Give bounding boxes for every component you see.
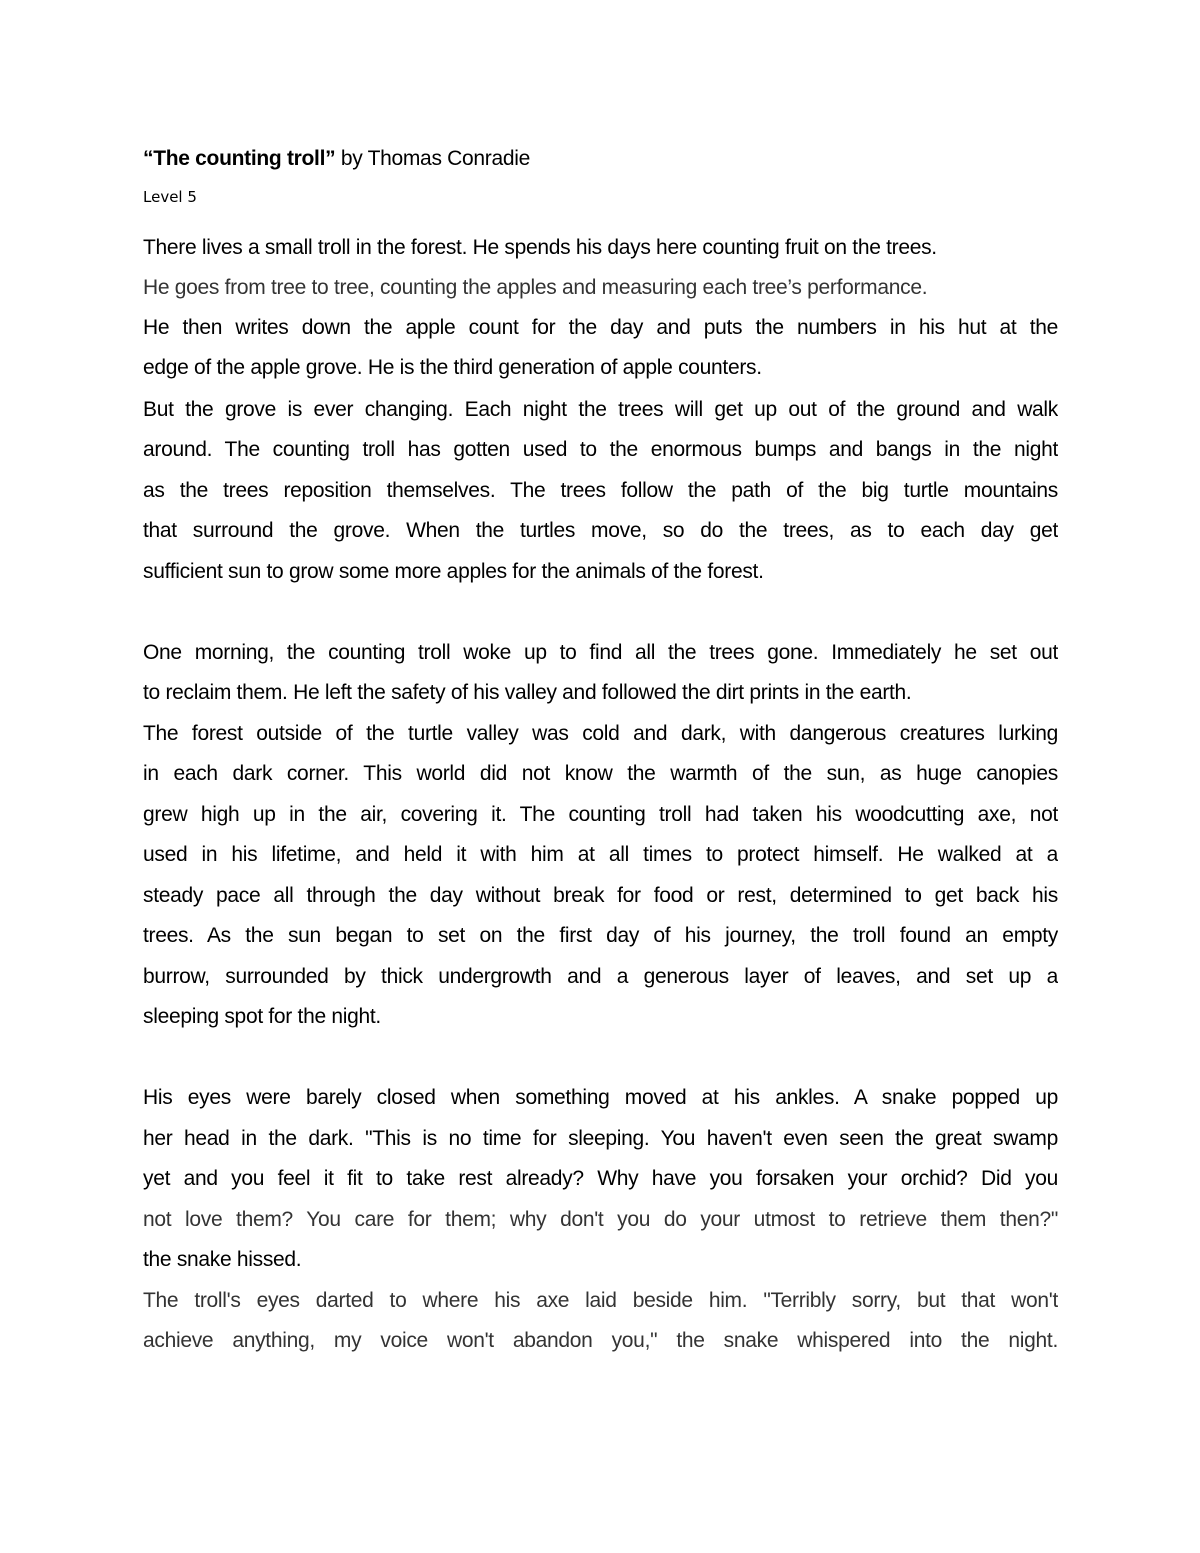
story-author: by Thomas Conradie (335, 147, 530, 170)
text-line: He goes from tree to tree, counting the apples and measuring each tree’s performance. (143, 276, 928, 299)
level-label: Level 5 (143, 188, 197, 206)
text-line: sufficient sun to grow some more apples for the animals of the forest. (143, 560, 764, 583)
text-line: the snake hissed. (143, 1248, 302, 1271)
text-line: steady pace all through the day without break for food or rest, determined to get back his (143, 884, 1058, 907)
story-title-bold: “The counting troll” (143, 147, 336, 170)
text-line: His eyes were barely closed when something moved at his ankles. A snake popped up (143, 1086, 1058, 1109)
text-line: as the trees reposition themselves. The trees follow the path of the big turtle mountains (143, 479, 1058, 502)
text-line: her head in the dark. "This is no time for sleeping. You haven't even seen the great swamp (143, 1127, 1058, 1150)
text-line: sleeping spot for the night. (143, 1005, 381, 1028)
text-line: But the grove is ever changing. Each night the trees will get up out of the ground and walk (143, 398, 1058, 421)
text-line: The forest outside of the turtle valley was cold and dark, with dangerous creatures lurking (143, 722, 1058, 745)
text-line: achieve anything, my voice won't abandon you," the snake whispered into the night. (143, 1329, 1058, 1352)
text-line: that surround the grove. When the turtles move, so do the trees, as to each day get (143, 519, 1058, 542)
text-line: grew high up in the air, covering it. The counting troll had taken his woodcutting axe, not (143, 803, 1058, 826)
text-line: There lives a small troll in the forest. He spends his days here counting fruit on the trees. (143, 236, 937, 259)
story-title (143, 146, 530, 172)
text-line: not love them? You care for them; why don't you do your utmost to retrieve them then?" (143, 1208, 1058, 1231)
text-line: used in his lifetime, and held it with him at all times to protect himself. He walked at a (143, 843, 1058, 866)
text-line: yet and you feel it fit to take rest already? Why have you forsaken your orchid? Did you (143, 1167, 1058, 1190)
text-line: trees. As the sun began to set on the first day of his journey, the troll found an empty (143, 924, 1058, 947)
text-line: He then writes down the apple count for the day and puts the numbers in his hut at the (143, 316, 1058, 339)
text-line: burrow, surrounded by thick undergrowth and a generous layer of leaves, and set up a (143, 965, 1058, 988)
text-line: in each dark corner. This world did not know the warmth of the sun, as huge canopies (143, 762, 1058, 785)
text-line: edge of the apple grove. He is the third generation of apple counters. (143, 356, 762, 379)
text-line: The troll's eyes darted to where his axe laid beside him. "Terribly sorry, but that won't (143, 1289, 1058, 1312)
text-line: to reclaim them. He left the safety of his valley and followed the dirt prints in the earth. (143, 681, 912, 704)
text-line: around. The counting troll has gotten used to the enormous bumps and bangs in the night (143, 438, 1058, 461)
text-line: One morning, the counting troll woke up to find all the trees gone. Immediately he set out (143, 641, 1058, 664)
